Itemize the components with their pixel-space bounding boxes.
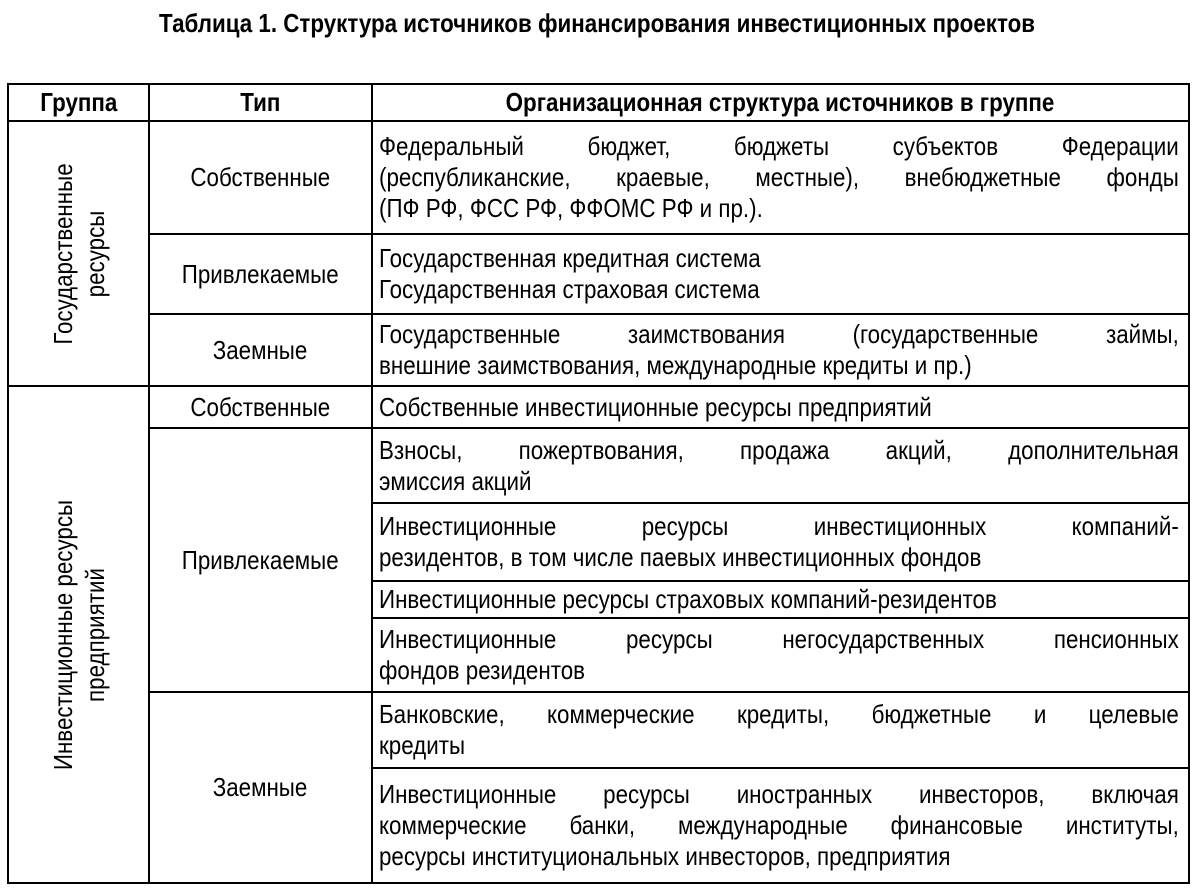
type-cell: Собственные xyxy=(149,386,372,428)
table-row xyxy=(8,314,1189,386)
group-label: Инвестиционные ресурсы xyxy=(47,499,78,770)
type-cell: Заемные xyxy=(149,692,372,883)
table-row xyxy=(8,121,1189,234)
group-cell-enterprise xyxy=(8,386,149,883)
group-label: Государственные xyxy=(47,162,78,345)
structure-cell: Государственные заимствования (государственные займы, внешние заимствования, международные кредиты и пр.) xyxy=(372,314,1189,386)
financing-sources-table xyxy=(7,83,1190,884)
table-row xyxy=(8,386,1189,428)
structure-cell: Собственные инвестиционные ресурсы предприятий xyxy=(372,386,1189,428)
header-structure: Организационная структура источников в группе xyxy=(372,84,1189,121)
table-row xyxy=(8,692,1189,768)
type-cell: Собственные xyxy=(149,121,372,234)
group-label: ресурсы xyxy=(79,210,110,297)
header-group: Группа xyxy=(8,84,149,121)
structure-cell: Федеральный бюджет, бюджеты субъектов Федерации (республиканские, краевые, местные), внебюджетные фонды (ПФ РФ, ФСС РФ, ФФОМС РФ и пр.). xyxy=(372,121,1189,234)
header-type: Тип xyxy=(149,84,372,121)
group-label: предприятий xyxy=(79,567,110,702)
type-cell: Привлекаемые xyxy=(149,428,372,692)
table-row xyxy=(8,234,1189,314)
structure-cell: Государственная кредитная система Государственная страховая система xyxy=(372,234,1189,314)
structure-cell: Взносы, пожертвования, продажа акций, дополнительная эмиссия акций xyxy=(372,428,1189,503)
structure-cell: Инвестиционные ресурсы иностранных инвесторов, включая коммерческие банки, международные финансовые институты, ресурсы институциональных инвесторов, предприятия xyxy=(372,768,1189,883)
header-row xyxy=(8,84,1189,121)
type-cell: Заемные xyxy=(149,314,372,386)
group-cell-government xyxy=(8,121,149,386)
type-cell: Привлекаемые xyxy=(149,234,372,314)
structure-cell: Инвестиционные ресурсы негосударственных пенсионных фондов резидентов xyxy=(372,618,1189,692)
structure-cell: Инвестиционные ресурсы страховых компаний-резидентов xyxy=(372,581,1189,618)
table-row xyxy=(8,428,1189,503)
structure-cell: Банковские, коммерческие кредиты, бюджетные и целевые кредиты xyxy=(372,692,1189,768)
structure-cell: Инвестиционные ресурсы инвестиционных компаний- резидентов, в том числе паевых инвестиционных фондов xyxy=(372,503,1189,581)
table-title: Таблица 1. Структура источников финансирования инвестиционных проектов xyxy=(158,8,1036,38)
